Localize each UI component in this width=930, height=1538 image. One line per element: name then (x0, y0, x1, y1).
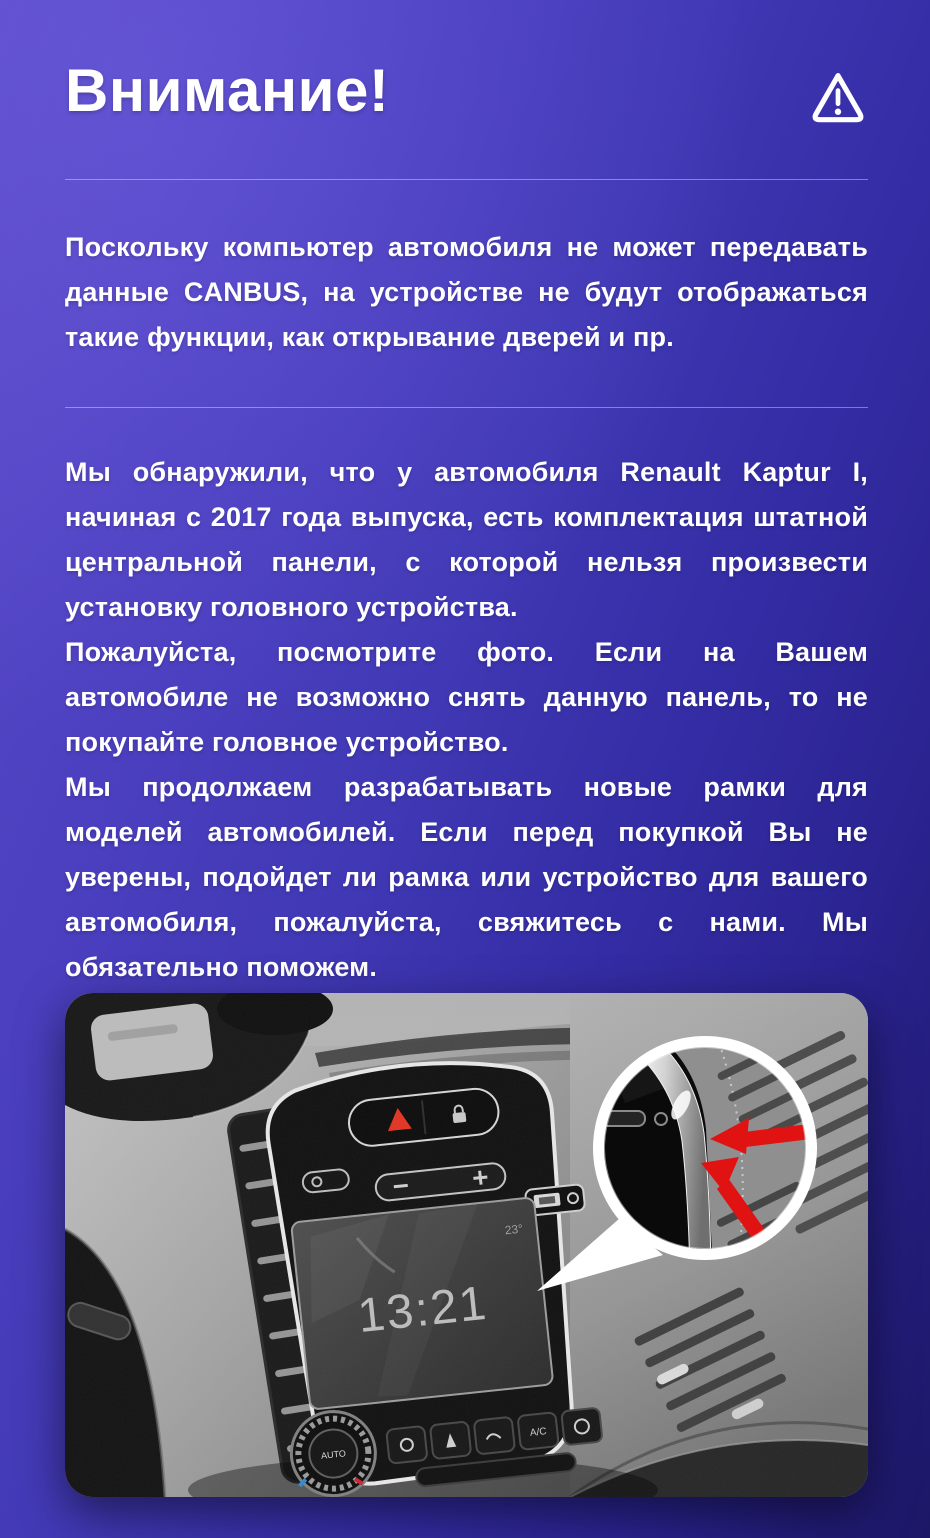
paragraph-frames: Мы продолжаем разрабатывать новые рамки для моделей автомобилей. Если перед покупкой Вы не уверены, подойдет ли рамка или устройство для вашего автомобиля, пожалуйста, свяжитесь с нами. Мы обязательно поможем. (65, 772, 868, 982)
header (65, 56, 868, 125)
dashboard-photo (65, 993, 868, 1497)
main-text-block (65, 450, 868, 990)
paragraph-canbus: Поскольку компьютер автомобиля не может передавать данные CANBUS, на устройстве не будут отображаться такие функции, как открывание дверей и пр. (65, 232, 868, 352)
paragraph-kaptur: Мы обнаружили, что у автомобиля Renault Kaptur I, начиная с 2017 года выпуска, есть комплектация штатной центральной панели, с которой нельзя произвести установку головного устройства. (65, 457, 868, 622)
divider-top (65, 179, 868, 180)
page-title: Внимание! (65, 57, 390, 124)
divider-middle (65, 407, 868, 408)
dashboard-photo-illustration (65, 993, 868, 1497)
warning-triangle-icon (808, 62, 868, 138)
paragraph-photo-note: Пожалуйста, посмотрите фото. Если на Вашем автомобиле не возможно снять данную панель, то не покупайте головное устройство. (65, 637, 868, 757)
